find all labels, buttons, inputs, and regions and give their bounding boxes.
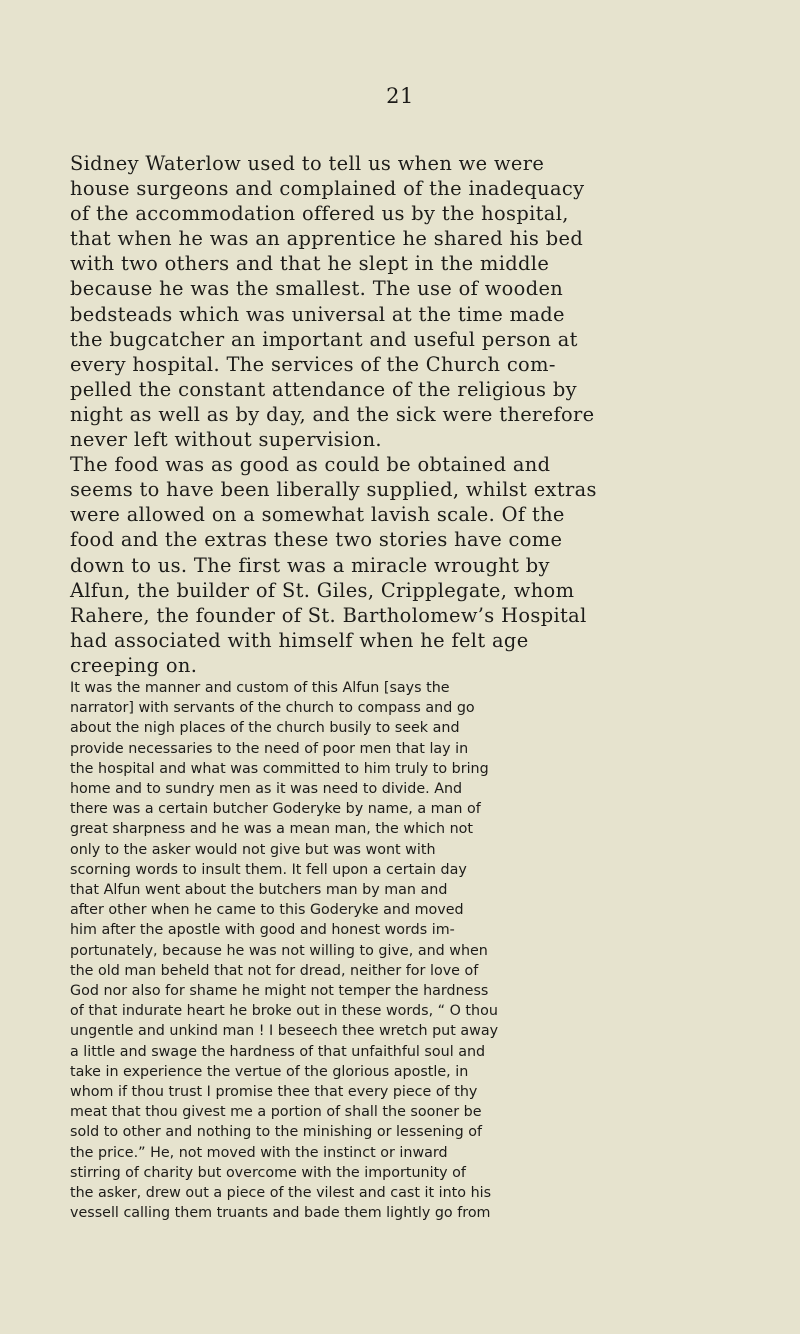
- quote-line: after other when he came to this Goderyke and moved: [70, 902, 464, 919]
- quote-line: scorning words to insult them. It fell upon a certain day: [70, 861, 467, 878]
- quote-line: him after the apostle with good and honest words im-: [70, 922, 455, 939]
- quote-line: take in experience the vertue of the glorious apostle, in: [70, 1063, 469, 1080]
- quote-line: only to the asker would not give but was wont with: [70, 841, 436, 858]
- text-line: Rahere, the founder of St. Bartholomew’s Hospital: [70, 603, 587, 627]
- text-line: night as well as by day, and the sick were therefore: [70, 402, 595, 426]
- quote-line: ungentle and unkind man ! I beseech thee wretch put away: [70, 1023, 499, 1040]
- text-line: every hospital. The services of the Church com-: [70, 352, 556, 376]
- quote-line: stirring of charity but overcome with the importunity of: [70, 1164, 466, 1181]
- text-line: down to us. The first was a miracle wrought by: [70, 553, 550, 577]
- text-line: were allowed on a somewhat lavish scale. Of the: [70, 503, 565, 527]
- quote-line: whom if thou trust I promise thee that every piece of thy: [70, 1084, 478, 1101]
- page-number: 21: [386, 84, 414, 108]
- text-line: food and the extras these two stories have come: [70, 528, 563, 552]
- text-line: creeping on.: [70, 653, 198, 677]
- text-line: had associated with himself when he felt age: [70, 628, 529, 652]
- text-line: The food was as good as could be obtained and: [70, 453, 551, 477]
- quote-line: a little and swage the hardness of that unfaithful soul and: [70, 1043, 486, 1060]
- text-line: that when he was an apprentice he shared his bed: [70, 227, 584, 251]
- quote-line: of that indurate heart he broke out in these words, “ O thou: [70, 1003, 498, 1020]
- quote-line: vessell calling them truants and bade them lightly go from: [70, 1205, 491, 1222]
- quote-line: the hospital and what was committed to him truly to bring: [70, 760, 489, 777]
- text-line: seems to have been liberally supplied, whilst extras: [70, 478, 597, 502]
- quote-line: the price.” He, not moved with the instinct or inward: [70, 1144, 448, 1161]
- text-line: never left without supervision.: [70, 428, 382, 452]
- text-line: with two others and that he slept in the middle: [70, 252, 550, 276]
- quoted-extract: [70, 678, 724, 1223]
- quote-line: about the nigh places of the church busily to seek and: [70, 720, 460, 737]
- quote-line: the asker, drew out a piece of the vilest and cast it into his: [70, 1185, 492, 1202]
- quote-line: God nor also for shame he might not temper the hardness: [70, 983, 489, 1000]
- text-line: Alfun, the builder of St. Giles, Cripplegate, whom: [70, 578, 575, 602]
- text-line: because he was the smallest. The use of wooden: [70, 277, 564, 301]
- quote-line: the old man beheld that not for dread, neither for love of: [70, 962, 479, 979]
- quote-line: that Alfun went about the butchers man by man and: [70, 882, 448, 899]
- text-line: the bugcatcher an important and useful person at: [70, 327, 578, 351]
- quote-line: meat that thou givest me a portion of shall the sooner be: [70, 1104, 482, 1121]
- quote-line: portunately, because he was not willing to give, and when: [70, 942, 488, 959]
- text-line: house surgeons and complained of the inadequacy: [70, 177, 585, 201]
- quote-line: home and to sundry men as it was need to divide. And: [70, 781, 463, 798]
- quote-line: It was the manner and custom of this Alfun [says the: [70, 680, 450, 696]
- text-line: bedsteads which was universal at the time made: [70, 302, 565, 326]
- quote-line: great sharpness and he was a mean man, the which not: [70, 821, 474, 838]
- quote-line: sold to other and nothing to the minishing or lessening of: [70, 1124, 483, 1141]
- quote-line: there was a certain butcher Goderyke by name, a man of: [70, 801, 481, 818]
- text-line: pelled the constant attendance of the religious by: [70, 377, 577, 401]
- quote-line: provide necessaries to the need of poor men that lay in: [70, 740, 469, 757]
- text-line: Sidney Waterlow used to tell us when we were: [70, 152, 545, 175]
- body-paragraph: [70, 151, 724, 678]
- text-line: of the accommodation offered us by the hospital,: [70, 202, 569, 226]
- quote-line: narrator] with servants of the church to compass and go: [70, 700, 475, 717]
